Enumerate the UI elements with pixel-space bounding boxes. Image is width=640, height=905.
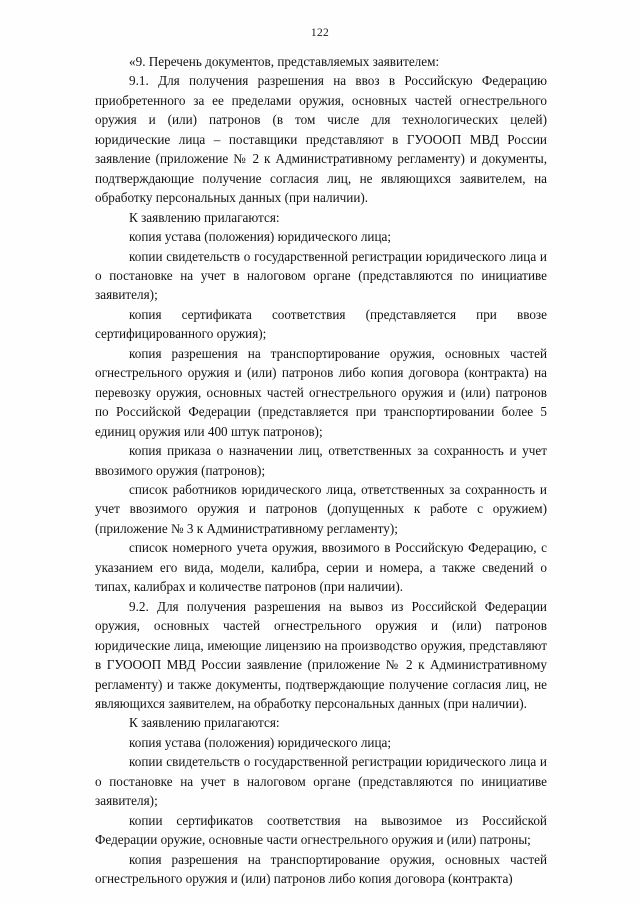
paragraph-item-2-certificates: копии сертификатов соответствия на вывозимое из Российской Федерации оружие, основные части огнестрельного оружия и (или) патроны; xyxy=(95,812,547,848)
paragraph-clause-9-1: 9.1. Для получения разрешения на ввоз в Российскую Федерацию приобретенного за ее пределами оружия, основных частей огнестрельного оружия и (или) патронов (в том числе для технологических целей) юридические лица – поставщики представляют в ГУОООП МВД России заявление (приложение № 2 к Административному регламенту) и документы, подтверждающие получение согласия лиц, не являющихся заявителем, на обработку персональных данных (при наличии). xyxy=(95,73,547,206)
document-body xyxy=(95,52,547,888)
paragraph-item-1-registration: копии свидетельств о государственной регистрации юридического лица и о постановке на учет в налоговом органе (представляются по инициативе заявителя); xyxy=(95,248,547,303)
paragraph-heading-9: «9. Перечень документов, представляемых заявителем: xyxy=(129,54,440,69)
paragraph-item-1-certificate: копия сертификата соответствия (представляется при ввозе сертифицированного оружия); xyxy=(95,306,547,342)
paragraph-item-1-charter: копия устава (положения) юридического лица; xyxy=(129,229,392,245)
paragraph-attachments-intro-1: К заявлению прилагаются: xyxy=(129,209,280,225)
paragraph-item-2-transport-permit: копия разрешения на транспортирование оружия, основных частей огнестрельного оружия и (или) патронов либо копия договора (контракта) xyxy=(95,851,547,887)
page-number: 122 xyxy=(310,27,330,39)
paragraph-attachments-intro-2: К заявлению прилагаются: xyxy=(129,715,280,731)
paragraph-item-2-registration: копии свидетельств о государственной регистрации юридического лица и о постановке на учет в налоговом органе (представляются по инициативе заявителя); xyxy=(95,754,547,809)
paragraph-item-1-staff-list: список работников юридического лица, ответственных за сохранность и учет ввозимого оружия и патронов (допущенных к работе с оружием) (приложение № 3 к Административному регламенту); xyxy=(95,481,547,536)
paragraph-item-1-transport-permit: копия разрешения на транспортирование оружия, основных частей огнестрельного оружия и (или) патронов либо копия договора (контракта) на перевозку оружия, основных частей огнестрельного оружия и (или) патронов по Российской Федерации (представляется при транспортировании более 5 единиц оружия или 400 штук патронов); xyxy=(95,345,547,439)
paragraph-item-2-charter: копия устава (положения) юридического лица; xyxy=(129,734,392,750)
paragraph-clause-9-2: 9.2. Для получения разрешения на вывоз из Российской Федерации оружия, основных частей огнестрельного оружия и (или) патронов юридические лица, имеющие лицензию на производство оружия, представляют в ГУОООП МВД России заявление (приложение № 2 к Административному регламенту) и также документы, подтверждающие получение согласия лиц, не являющихся заявителем, на обработку персональных данных (при наличии). xyxy=(95,598,547,711)
paragraph-item-1-serial-list: список номерного учета оружия, ввозимого в Российскую Федерацию, с указанием его вида, модели, калибра, серии и номера, а также сведений о типах, калибрах и количестве патронов (при наличии). xyxy=(95,540,547,595)
paragraph-item-1-order: копия приказа о назначении лиц, ответственных за сохранность и учет ввозимого оружия (патронов); xyxy=(95,443,547,478)
